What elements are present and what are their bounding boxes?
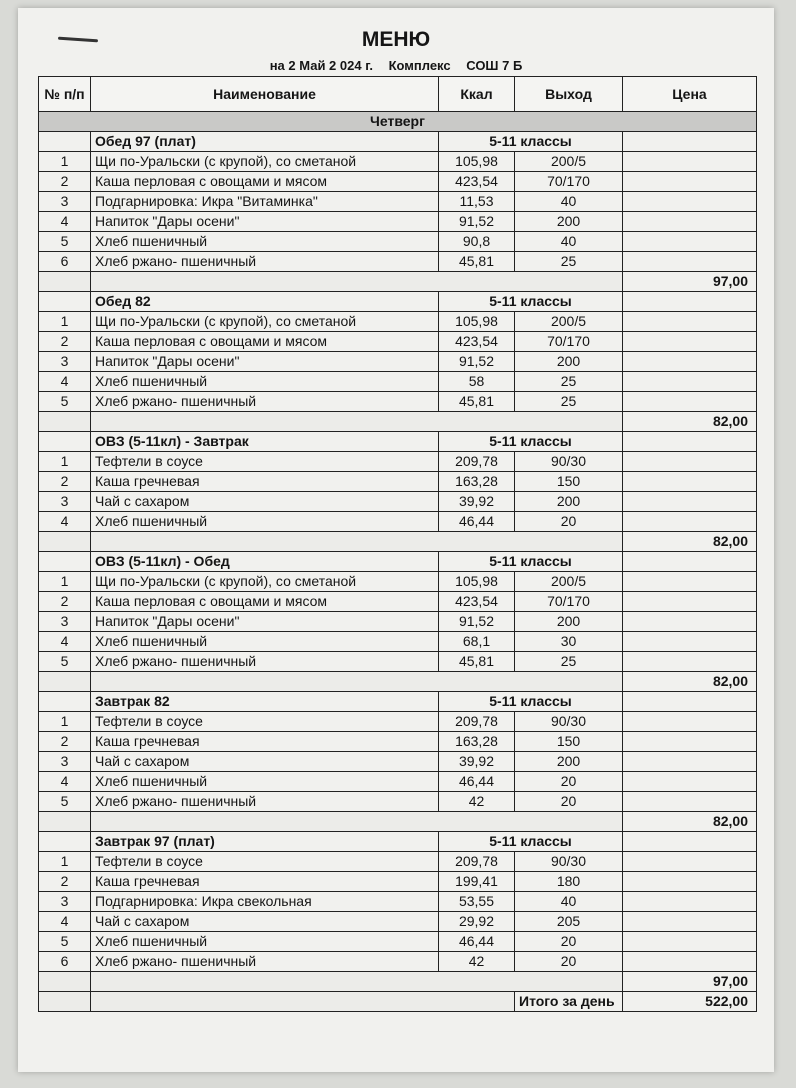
- grand-total-label: Итого за день: [515, 992, 623, 1012]
- total-blank-cell: [91, 672, 623, 692]
- item-name: Чай с сахаром: [91, 492, 439, 512]
- menu-item-row: [39, 912, 757, 932]
- item-output: 20: [515, 792, 623, 812]
- day-row: [39, 112, 757, 132]
- item-output: 25: [515, 652, 623, 672]
- item-price: [623, 772, 757, 792]
- item-output: 20: [515, 772, 623, 792]
- menu-item-row: [39, 212, 757, 232]
- header-row: [39, 77, 757, 112]
- item-output: 200: [515, 752, 623, 772]
- item-output: 25: [515, 252, 623, 272]
- section-title: Обед 82: [91, 292, 439, 312]
- item-price: [623, 232, 757, 252]
- item-output: 20: [515, 952, 623, 972]
- item-output: 150: [515, 472, 623, 492]
- item-number: 4: [39, 372, 91, 392]
- item-output: 70/170: [515, 592, 623, 612]
- item-name: Тефтели в соусе: [91, 452, 439, 472]
- section-price-cell: [623, 692, 757, 712]
- menu-item-row: [39, 492, 757, 512]
- item-name: Тефтели в соусе: [91, 712, 439, 732]
- item-number: 2: [39, 472, 91, 492]
- item-number: 5: [39, 232, 91, 252]
- item-name: Щи по-Уральски (с крупой), со сметаной: [91, 572, 439, 592]
- item-price: [623, 472, 757, 492]
- item-number: 4: [39, 512, 91, 532]
- menu-item-row: [39, 612, 757, 632]
- item-kcal: 105,98: [439, 312, 515, 332]
- item-price: [623, 452, 757, 472]
- item-name: Каша перловая с овощами и мясом: [91, 592, 439, 612]
- item-number: 3: [39, 612, 91, 632]
- item-name: Напиток "Дары осени": [91, 612, 439, 632]
- item-number: 2: [39, 592, 91, 612]
- item-kcal: 42: [439, 952, 515, 972]
- item-output: 30: [515, 632, 623, 652]
- section-total-price: 82,00: [623, 532, 757, 552]
- section-num-cell: [39, 292, 91, 312]
- item-number: 5: [39, 932, 91, 952]
- item-name: Подгарнировка: Икра "Витаминка": [91, 192, 439, 212]
- item-name: Щи по-Уральски (с крупой), со сметаной: [91, 312, 439, 332]
- item-output: 200/5: [515, 152, 623, 172]
- menu-item-row: [39, 572, 757, 592]
- section-total-row: [39, 272, 757, 292]
- item-price: [623, 632, 757, 652]
- item-price: [623, 852, 757, 872]
- total-blank-cell: [91, 972, 623, 992]
- item-kcal: 105,98: [439, 152, 515, 172]
- item-name: Каша гречневая: [91, 872, 439, 892]
- item-kcal: 423,54: [439, 592, 515, 612]
- item-price: [623, 172, 757, 192]
- menu-item-row: [39, 872, 757, 892]
- item-number: 2: [39, 332, 91, 352]
- total-num-cell: [39, 272, 91, 292]
- section-total-price: 82,00: [623, 412, 757, 432]
- item-number: 1: [39, 312, 91, 332]
- item-kcal: 91,52: [439, 352, 515, 372]
- item-output: 90/30: [515, 852, 623, 872]
- item-name: Хлеб ржано- пшеничный: [91, 952, 439, 972]
- section-price-cell: [623, 132, 757, 152]
- item-output: 90/30: [515, 452, 623, 472]
- menu-item-row: [39, 792, 757, 812]
- item-kcal: 199,41: [439, 872, 515, 892]
- section-title: ОВЗ (5-11кл) - Завтрак: [91, 432, 439, 452]
- item-number: 3: [39, 752, 91, 772]
- total-num-cell: [39, 672, 91, 692]
- item-number: 5: [39, 652, 91, 672]
- item-number: 1: [39, 572, 91, 592]
- menu-item-row: [39, 372, 757, 392]
- section-total-price: 97,00: [623, 272, 757, 292]
- menu-item-row: [39, 852, 757, 872]
- total-num-cell: [39, 412, 91, 432]
- section-price-cell: [623, 432, 757, 452]
- menu-item-row: [39, 352, 757, 372]
- section-num-cell: [39, 132, 91, 152]
- item-number: 3: [39, 192, 91, 212]
- item-name: Чай с сахаром: [91, 752, 439, 772]
- section-classes: 5-11 классы: [439, 692, 623, 712]
- item-name: Щи по-Уральски (с крупой), со сметаной: [91, 152, 439, 172]
- item-output: 70/170: [515, 172, 623, 192]
- grand-total-value: 522,00: [623, 992, 757, 1012]
- item-name: Подгарнировка: Икра свекольная: [91, 892, 439, 912]
- item-output: 200: [515, 492, 623, 512]
- item-kcal: 91,52: [439, 612, 515, 632]
- item-name: Напиток "Дары осени": [91, 212, 439, 232]
- item-price: [623, 872, 757, 892]
- menu-item-row: [39, 332, 757, 352]
- item-number: 3: [39, 892, 91, 912]
- grand-num-cell: [39, 992, 91, 1012]
- item-kcal: 209,78: [439, 852, 515, 872]
- item-name: Хлеб ржано- пшеничный: [91, 652, 439, 672]
- item-name: Хлеб пшеничный: [91, 632, 439, 652]
- menu-item-row: [39, 772, 757, 792]
- section-total-price: 82,00: [623, 672, 757, 692]
- section-classes: 5-11 классы: [439, 432, 623, 452]
- item-number: 6: [39, 952, 91, 972]
- section-title: Обед 97 (плат): [91, 132, 439, 152]
- menu-item-row: [39, 232, 757, 252]
- item-kcal: 423,54: [439, 332, 515, 352]
- item-output: 40: [515, 192, 623, 212]
- item-number: 5: [39, 792, 91, 812]
- item-name: Напиток "Дары осени": [91, 352, 439, 372]
- header-kcal: Ккал: [439, 77, 515, 112]
- item-output: 70/170: [515, 332, 623, 352]
- item-name: Хлеб ржано- пшеничный: [91, 792, 439, 812]
- menu-item-row: [39, 712, 757, 732]
- item-price: [623, 192, 757, 212]
- header-price: Цена: [623, 77, 757, 112]
- item-number: 5: [39, 392, 91, 412]
- section-total-row: [39, 412, 757, 432]
- item-name: Чай с сахаром: [91, 912, 439, 932]
- item-price: [623, 652, 757, 672]
- item-kcal: 46,44: [439, 512, 515, 532]
- item-name: Хлеб пшеничный: [91, 512, 439, 532]
- section-total-row: [39, 532, 757, 552]
- item-kcal: 163,28: [439, 472, 515, 492]
- item-kcal: 209,78: [439, 452, 515, 472]
- item-number: 4: [39, 912, 91, 932]
- menu-item-row: [39, 592, 757, 612]
- item-kcal: 209,78: [439, 712, 515, 732]
- total-blank-cell: [91, 412, 623, 432]
- item-kcal: 91,52: [439, 212, 515, 232]
- menu-title: МЕНЮ: [361, 28, 431, 51]
- item-kcal: 46,44: [439, 772, 515, 792]
- item-price: [623, 352, 757, 372]
- menu-complex: Комплекс: [388, 58, 451, 73]
- section-classes: 5-11 классы: [439, 552, 623, 572]
- menu-subtitle: [18, 58, 774, 73]
- item-kcal: 45,81: [439, 652, 515, 672]
- item-kcal: 46,44: [439, 932, 515, 952]
- section-header: [39, 552, 757, 572]
- menu-item-row: [39, 472, 757, 492]
- item-kcal: 39,92: [439, 492, 515, 512]
- item-price: [623, 712, 757, 732]
- section-title: ОВЗ (5-11кл) - Обед: [91, 552, 439, 572]
- item-kcal: 39,92: [439, 752, 515, 772]
- section-num-cell: [39, 552, 91, 572]
- header-name: Наименование: [91, 77, 439, 112]
- item-kcal: 42: [439, 792, 515, 812]
- item-output: 150: [515, 732, 623, 752]
- item-price: [623, 252, 757, 272]
- item-name: Каша перловая с овощами и мясом: [91, 172, 439, 192]
- item-number: 4: [39, 632, 91, 652]
- item-name: Тефтели в соусе: [91, 852, 439, 872]
- item-number: 4: [39, 772, 91, 792]
- item-output: 20: [515, 932, 623, 952]
- section-num-cell: [39, 432, 91, 452]
- total-num-cell: [39, 532, 91, 552]
- item-kcal: 29,92: [439, 912, 515, 932]
- section-header: [39, 432, 757, 452]
- item-price: [623, 952, 757, 972]
- item-output: 90/30: [515, 712, 623, 732]
- item-name: Хлеб пшеничный: [91, 372, 439, 392]
- item-price: [623, 572, 757, 592]
- total-num-cell: [39, 972, 91, 992]
- total-blank-cell: [91, 272, 623, 292]
- section-title: Завтрак 97 (плат): [91, 832, 439, 852]
- section-num-cell: [39, 692, 91, 712]
- menu-item-row: [39, 312, 757, 332]
- item-kcal: 45,81: [439, 252, 515, 272]
- section-total-price: 82,00: [623, 812, 757, 832]
- item-number: 4: [39, 212, 91, 232]
- menu-item-row: [39, 892, 757, 912]
- item-number: 6: [39, 252, 91, 272]
- item-output: 205: [515, 912, 623, 932]
- item-name: Хлеб пшеничный: [91, 232, 439, 252]
- menu-item-row: [39, 732, 757, 752]
- item-price: [623, 612, 757, 632]
- menu-item-row: [39, 392, 757, 412]
- menu-item-row: [39, 152, 757, 172]
- total-blank-cell: [91, 812, 623, 832]
- section-price-cell: [623, 832, 757, 852]
- section-total-row: [39, 812, 757, 832]
- item-price: [623, 492, 757, 512]
- menu-item-row: [39, 652, 757, 672]
- item-output: 25: [515, 392, 623, 412]
- item-name: Хлеб пшеничный: [91, 932, 439, 952]
- item-name: Каша перловая с овощами и мясом: [91, 332, 439, 352]
- menu-school: СОШ 7 Б: [466, 58, 523, 73]
- menu-item-row: [39, 172, 757, 192]
- item-price: [623, 312, 757, 332]
- item-price: [623, 752, 757, 772]
- item-number: 1: [39, 452, 91, 472]
- menu-item-row: [39, 632, 757, 652]
- item-output: 180: [515, 872, 623, 892]
- menu-item-row: [39, 192, 757, 212]
- section-header: [39, 692, 757, 712]
- section-classes: 5-11 классы: [439, 832, 623, 852]
- section-total-row: [39, 972, 757, 992]
- item-output: 25: [515, 372, 623, 392]
- item-output: 200/5: [515, 572, 623, 592]
- section-price-cell: [623, 292, 757, 312]
- grand-blank-cell: [91, 992, 515, 1012]
- section-header: [39, 832, 757, 852]
- item-output: 200: [515, 612, 623, 632]
- menu-item-row: [39, 252, 757, 272]
- item-number: 3: [39, 492, 91, 512]
- section-total-row: [39, 672, 757, 692]
- day-label: Четверг: [39, 112, 757, 132]
- section-title: Завтрак 82: [91, 692, 439, 712]
- item-number: 3: [39, 352, 91, 372]
- item-name: Хлеб ржано- пшеничный: [91, 252, 439, 272]
- item-kcal: 163,28: [439, 732, 515, 752]
- item-kcal: 105,98: [439, 572, 515, 592]
- item-name: Каша гречневая: [91, 732, 439, 752]
- item-number: 2: [39, 172, 91, 192]
- menu-sheet: [18, 8, 774, 1072]
- menu-table: [38, 76, 757, 1012]
- item-price: [623, 912, 757, 932]
- item-price: [623, 152, 757, 172]
- item-output: 40: [515, 892, 623, 912]
- item-kcal: 53,55: [439, 892, 515, 912]
- item-price: [623, 932, 757, 952]
- item-price: [623, 332, 757, 352]
- item-number: 2: [39, 732, 91, 752]
- item-price: [623, 512, 757, 532]
- item-output: 40: [515, 232, 623, 252]
- item-kcal: 58: [439, 372, 515, 392]
- item-kcal: 45,81: [439, 392, 515, 412]
- section-price-cell: [623, 552, 757, 572]
- menu-item-row: [39, 752, 757, 772]
- item-output: 200: [515, 352, 623, 372]
- item-name: Хлеб пшеничный: [91, 772, 439, 792]
- section-num-cell: [39, 832, 91, 852]
- item-number: 1: [39, 712, 91, 732]
- item-output: 200: [515, 212, 623, 232]
- item-price: [623, 732, 757, 752]
- item-kcal: 11,53: [439, 192, 515, 212]
- section-header: [39, 132, 757, 152]
- item-kcal: 90,8: [439, 232, 515, 252]
- item-number: 1: [39, 852, 91, 872]
- item-name: Хлеб ржано- пшеничный: [91, 392, 439, 412]
- item-output: 200/5: [515, 312, 623, 332]
- menu-date: на 2 Май 2 024 г.: [269, 58, 373, 73]
- section-classes: 5-11 классы: [439, 292, 623, 312]
- menu-item-row: [39, 932, 757, 952]
- header-num: № п/п: [39, 77, 91, 112]
- menu-body: [39, 112, 757, 1012]
- item-number: 1: [39, 152, 91, 172]
- grand-total-row: [39, 992, 757, 1012]
- total-num-cell: [39, 812, 91, 832]
- section-total-price: 97,00: [623, 972, 757, 992]
- item-price: [623, 892, 757, 912]
- item-kcal: 423,54: [439, 172, 515, 192]
- item-price: [623, 392, 757, 412]
- section-classes: 5-11 классы: [439, 132, 623, 152]
- item-price: [623, 212, 757, 232]
- item-name: Каша гречневая: [91, 472, 439, 492]
- item-kcal: 68,1: [439, 632, 515, 652]
- header-output: Выход: [515, 77, 623, 112]
- item-number: 2: [39, 872, 91, 892]
- menu-item-row: [39, 452, 757, 472]
- item-price: [623, 792, 757, 812]
- menu-item-row: [39, 512, 757, 532]
- total-blank-cell: [91, 532, 623, 552]
- item-output: 20: [515, 512, 623, 532]
- item-price: [623, 372, 757, 392]
- section-header: [39, 292, 757, 312]
- item-price: [623, 592, 757, 612]
- menu-item-row: [39, 952, 757, 972]
